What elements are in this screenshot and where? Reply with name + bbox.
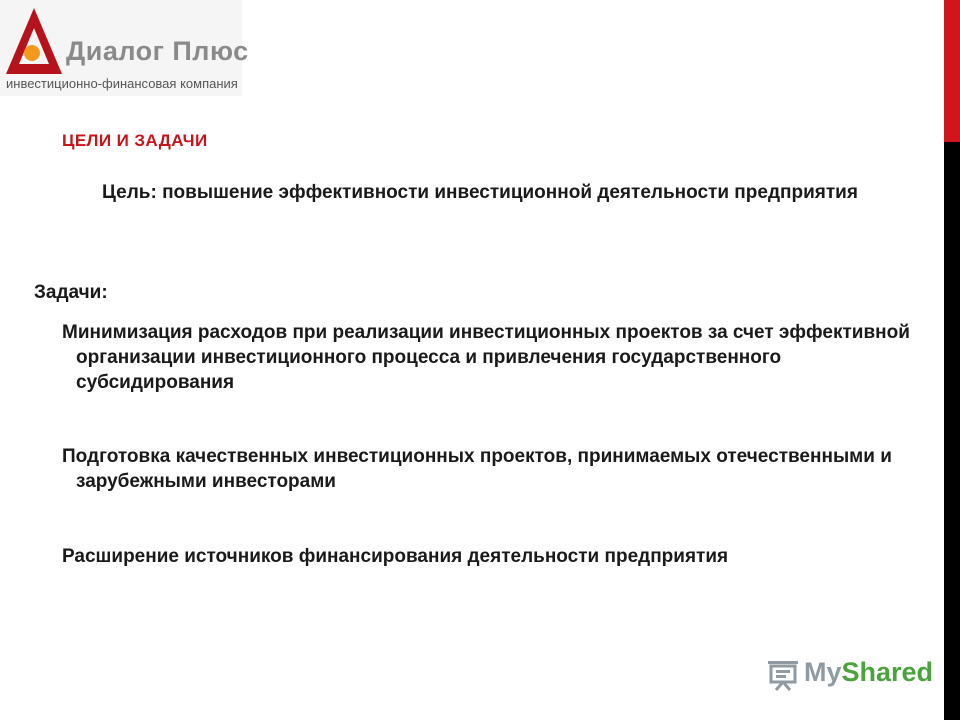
- logo-name: Диалог Плюс: [66, 36, 249, 66]
- logo-subtitle: инвестиционно-финансовая компания: [6, 76, 238, 91]
- task-item: Подготовка качественных инвестиционных проектов, принимаемых отечественными и зарубежными инвесторами: [62, 446, 892, 492]
- watermark-shared: Shared: [841, 657, 934, 687]
- presentation-board-icon: [766, 659, 800, 691]
- slide-title: ЦЕЛИ И ЗАДАЧИ: [62, 131, 208, 150]
- side-bar-accent: [944, 0, 960, 142]
- company-logo: [0, 0, 249, 96]
- side-bar: [944, 0, 960, 720]
- tasks-label: Задачи:: [34, 282, 108, 303]
- watermark-my: My: [804, 657, 842, 687]
- goal-text: Цель: повышение эффективности инвестиционной деятельности предприятия: [102, 182, 858, 203]
- myshared-watermark: [766, 657, 934, 693]
- task-item: Расширение источников финансирования деятельности предприятия: [62, 546, 729, 567]
- logo-triangle-icon: [4, 6, 64, 76]
- task-item: Минимизация расходов при реализации инвестиционных проектов за счет эффективной организации инвестиционного процесса и привлечения государственного субсидирования: [62, 322, 910, 393]
